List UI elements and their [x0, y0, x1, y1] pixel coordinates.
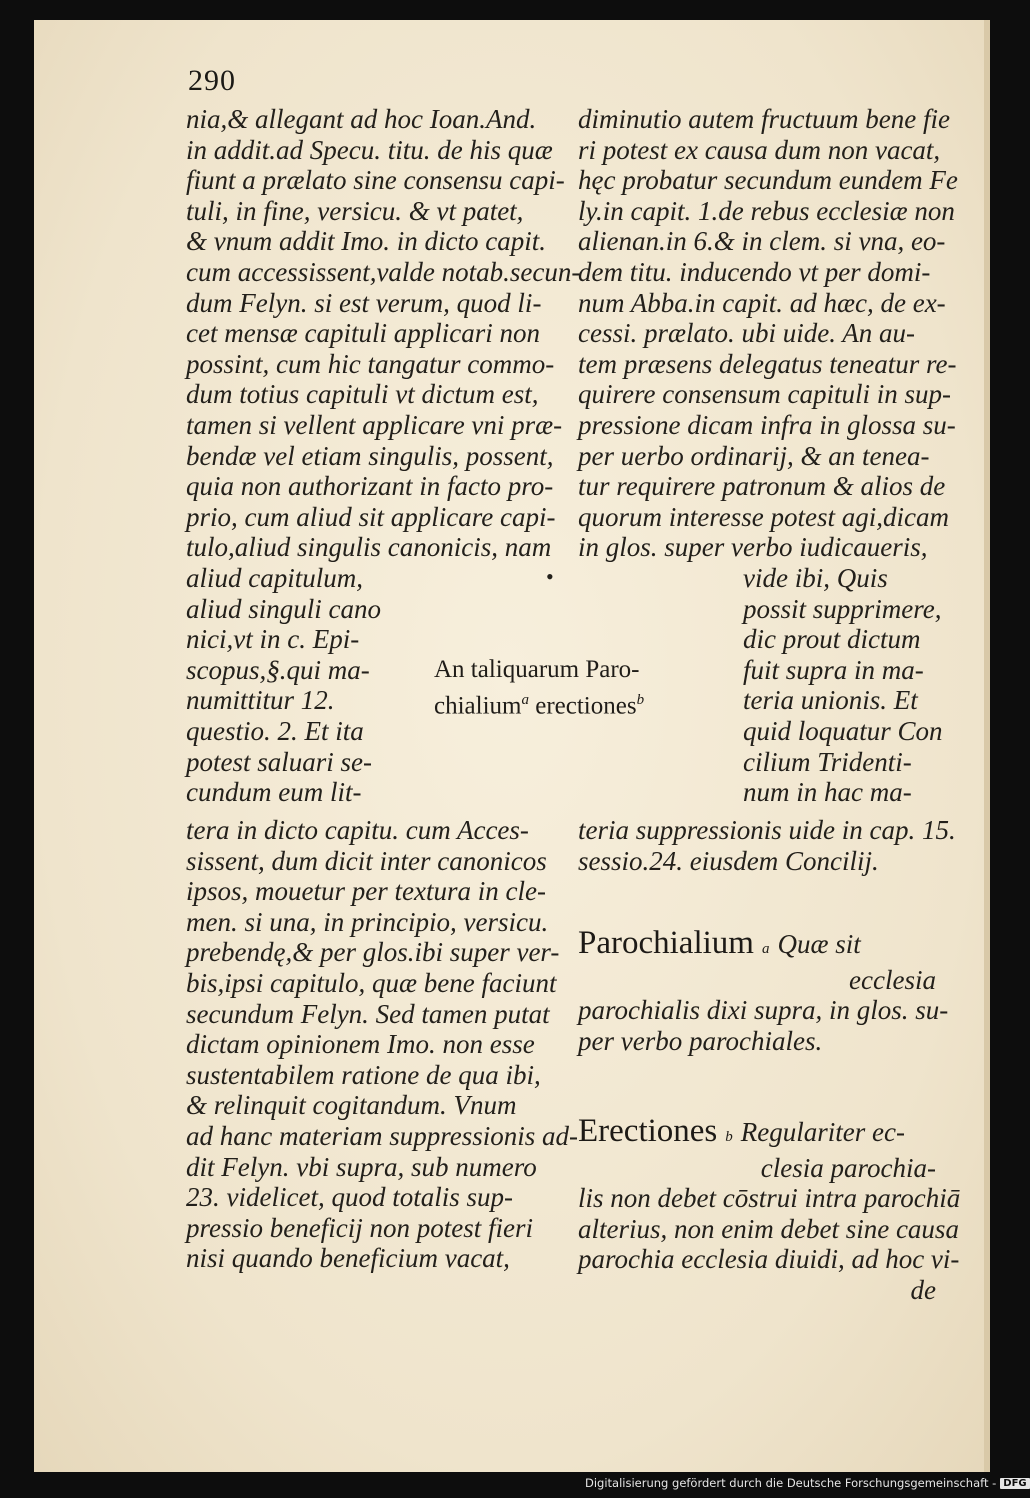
- text-line: bis,ipsi capitulo, quæ bene faciunt: [186, 967, 557, 998]
- text-line: num in hac ma-: [743, 777, 912, 808]
- text-line: secundum Felyn. Sed tamen putat: [186, 998, 550, 1029]
- text-line: bendæ vel etiam singulis, possent,: [186, 440, 554, 471]
- marginal-line-1: An taliquarum Paro-: [434, 656, 640, 683]
- text-line: scopus,§.qui ma-: [186, 654, 370, 685]
- text-line: potest saluari se-: [186, 746, 372, 777]
- text-line: sissent, dum dicit inter canonicos: [186, 845, 547, 876]
- text-line: teria suppressionis uide in cap. 15.: [578, 815, 956, 845]
- text-line: pressio beneficij non potest fieri: [186, 1212, 533, 1243]
- text-line: in addit.ad Specu. titu. de his quæ: [186, 134, 553, 165]
- text-line: & relinquit cogitandum. Vnum: [186, 1090, 517, 1121]
- page-number: 290: [188, 64, 236, 97]
- text-line: aliud capitulum,: [186, 563, 363, 593]
- gloss-heading-erectiones: Erectiones: [578, 1113, 718, 1149]
- text-line: sessio.24. eiusdem Concilij.: [578, 845, 879, 876]
- gloss-parochialium-line: per verbo parochiales.: [578, 1025, 823, 1056]
- text-line: numittitur 12.: [186, 685, 335, 716]
- bullet-mark: •: [546, 564, 554, 589]
- text-line: vide ibi, Quis: [743, 563, 888, 593]
- text-line: quorum interesse potest agi,dicam: [578, 501, 949, 532]
- text-line: cum accessissent,valde notab.secun-: [186, 256, 581, 287]
- text-line: cundum eum lit-: [186, 777, 362, 808]
- gloss-parochialium-head: [578, 925, 948, 965]
- text-line: hęc probatur secundum eundem Fe: [578, 165, 958, 196]
- marginal-sup-a: a: [521, 692, 529, 708]
- text-line: tulo,aliud singulis canonicis, nam: [186, 532, 552, 563]
- text-line: nia,& allegant ad hoc Ioan.And.: [186, 104, 537, 134]
- text-line: in glos. super verbo iudicaueris,: [578, 532, 928, 563]
- text-line: cet mensæ capituli applicari non: [186, 318, 540, 349]
- gloss-erectiones-line: alterius, non enim debet sine causa: [578, 1213, 959, 1244]
- text-line: questio. 2. Et ita: [186, 715, 364, 746]
- footer-text: Digitalisierung gefördert durch die Deutsche Forschungsgemeinschaft -: [585, 1476, 997, 1490]
- text-line: quia non authorizant in facto pro-: [186, 471, 554, 502]
- text-line: dic prout dictum: [743, 624, 921, 655]
- right-column-narrow: [743, 563, 953, 808]
- text-line: fiunt a prælato sine consensu capi-: [186, 165, 565, 196]
- left-column-narrow: [186, 563, 386, 808]
- digitization-footer: [585, 1476, 1030, 1490]
- gloss-erectiones-line: lis non debet cōstrui intra parochiā: [578, 1183, 961, 1214]
- text-line: possit supprimere,: [743, 593, 942, 624]
- text-line: quid loquatur Con: [743, 715, 943, 746]
- gloss-parochialium-first: Quæ sit: [777, 929, 861, 959]
- text-line: & vnum addit Imo. in dicto capit.: [186, 226, 546, 257]
- text-line: alienan.in 6.& in clem. si vna, eo-: [578, 226, 946, 257]
- catchword: de: [910, 1274, 936, 1305]
- marginal-sup-b: b: [636, 692, 645, 708]
- left-column-top: [186, 104, 581, 563]
- text-line: pressione dicam infra in glossa su-: [578, 409, 956, 440]
- text-line: teria unionis. Et: [743, 685, 918, 716]
- text-line: ipsos, mouetur per textura in cle-: [186, 876, 546, 907]
- text-line: ad hanc materiam suppressionis ad-: [186, 1120, 578, 1151]
- text-line: aliud singuli cano: [186, 593, 381, 624]
- dfg-logo: DFG: [1000, 1478, 1029, 1489]
- text-line: tuli, in fine, versicu. & vt patet,: [186, 195, 524, 226]
- gloss-erectiones-first: Regulariter ec-: [740, 1117, 905, 1147]
- right-column-tail: [578, 815, 956, 876]
- gloss-heading-parochialium: Parochialium: [578, 925, 754, 961]
- marginal-word-parochialium: chialium: [434, 692, 522, 720]
- text-line: sustentabilem ratione de qua ibi,: [186, 1059, 541, 1090]
- text-line: 23. videlicet, quod totalis sup-: [186, 1182, 513, 1213]
- text-line: ly.in capit. 1.de rebus ecclesiæ non: [578, 195, 955, 226]
- gloss-erectiones-head: [578, 1113, 948, 1153]
- gloss-parochialium: [578, 925, 949, 1056]
- text-line: num Abba.in capit. ad hæc, de ex-: [578, 287, 946, 318]
- gloss-parochialium-line: parochialis dixi supra, in glos. su-: [578, 995, 949, 1026]
- gloss-erectiones-second: clesia parochia-: [760, 1152, 936, 1183]
- left-column-bottom: [186, 815, 578, 1274]
- gloss-parochialium-second: ecclesia: [849, 964, 936, 995]
- text-line: dem titu. inducendo vt per domi-: [578, 256, 931, 287]
- text-line: nisi quando beneficium vacat,: [186, 1243, 510, 1274]
- text-line: tamen si vellent applicare vni præ-: [186, 409, 563, 440]
- marginal-word-erectiones: erectiones: [528, 692, 637, 720]
- text-line: quirere consensum capituli in sup-: [578, 379, 951, 410]
- gloss-sup-a: a: [761, 941, 770, 957]
- gloss-sup-b: b: [725, 1129, 733, 1145]
- text-line: tem præsens delegatus teneatur re-: [578, 348, 957, 379]
- text-line: dictam opinionem Imo. non esse: [186, 1029, 535, 1060]
- text-line: ri potest ex causa dum non vacat,: [578, 134, 941, 165]
- text-line: cilium Tridenti-: [743, 746, 912, 777]
- text-line: diminutio autem fructuum bene fie: [578, 104, 950, 134]
- right-column-top: [578, 104, 958, 563]
- gloss-erectiones-line: parochia ecclesia diuidi, ad hoc vi-: [578, 1244, 960, 1275]
- text-line: dum Felyn. si est verum, quod li-: [186, 287, 542, 318]
- text-line: per uerbo ordinarij, & an tenea-: [578, 440, 930, 471]
- text-line: fuit supra in ma-: [743, 654, 924, 685]
- text-line: prio, cum aliud sit applicare capi-: [186, 501, 556, 532]
- text-line: dum totius capituli vt dictum est,: [186, 379, 539, 410]
- marginal-summary: [434, 655, 734, 721]
- text-line: tera in dicto capitu. cum Acces-: [186, 815, 529, 845]
- marginal-line-2: [434, 685, 734, 721]
- text-line: cessi. prælato. ubi uide. An au-: [578, 318, 915, 349]
- text-line: tur requirere patronum & alios de: [578, 471, 946, 502]
- text-line: dit Felyn. vbi supra, sub numero: [186, 1151, 537, 1182]
- text-line: prebendę,& per glos.ibi super ver-: [186, 937, 560, 968]
- text-line: nici,vt in c. Epi-: [186, 624, 360, 655]
- text-line: possint, cum hic tangatur commo-: [186, 348, 555, 379]
- gloss-erectiones: [578, 1113, 961, 1306]
- text-line: men. si una, in principio, versicu.: [186, 906, 549, 937]
